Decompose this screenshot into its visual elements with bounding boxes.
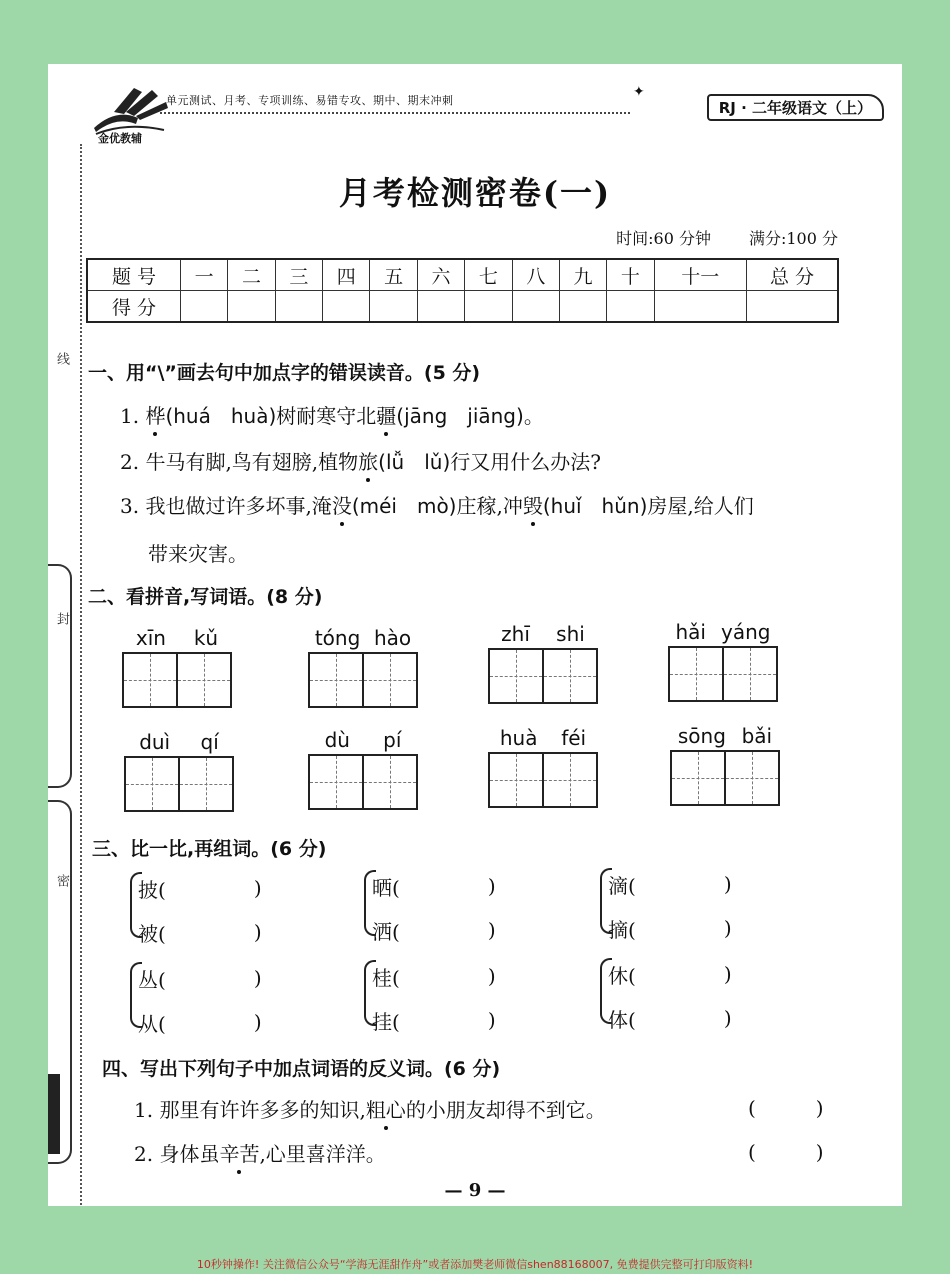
- binding-label-secret: 密: [54, 874, 69, 887]
- score-input-cell[interactable]: [747, 291, 839, 323]
- pinyin: duì: [139, 730, 171, 754]
- compare-pair-4: [138, 956, 262, 1044]
- word-grid-5: [124, 730, 234, 812]
- word-grid-8: [670, 724, 780, 806]
- header-tagline: 单元测试、月考、专项训练、易错专攻、期中、期末冲刺: [166, 94, 454, 107]
- pinyin-choice[interactable]: (huǐ hǔn): [542, 494, 648, 518]
- score-input-cell[interactable]: [275, 291, 322, 323]
- s1-question-3: [120, 490, 754, 519]
- score-input-cell[interactable]: [181, 291, 228, 323]
- writing-cell[interactable]: [542, 754, 596, 806]
- s4-question-2: [134, 1138, 386, 1167]
- writing-cell[interactable]: [672, 752, 724, 804]
- section-4-title: 四、写出下列句子中加点词语的反义词。(6 分): [102, 1058, 501, 1080]
- compare-char: 挂(: [372, 1009, 400, 1034]
- table-cell: 三: [275, 259, 322, 291]
- close-paren: ): [487, 964, 496, 988]
- writing-cell[interactable]: [310, 756, 362, 808]
- page-number: — 9 —: [444, 1180, 506, 1201]
- writing-cell[interactable]: [126, 758, 178, 810]
- close-paren: ): [723, 916, 732, 940]
- table-cell: 题 号: [87, 259, 181, 291]
- compare-char: 从(: [138, 1011, 166, 1036]
- pinyin-choice[interactable]: (lǚ lǔ): [378, 450, 451, 474]
- page-title: 月考检测密卷(一): [338, 174, 612, 212]
- pinyin: shi: [556, 622, 585, 646]
- full-score: 满分:100 分: [748, 229, 838, 248]
- compare-pair-2: [372, 864, 496, 952]
- compare-char: 休(: [608, 963, 636, 988]
- close-paren: ): [253, 876, 262, 900]
- sentence-text: 的小朋友却得不到它。: [405, 1098, 606, 1122]
- close-paren: ): [253, 1010, 262, 1034]
- writing-cell[interactable]: [362, 654, 416, 706]
- writing-cell[interactable]: [724, 752, 778, 804]
- compare-char: 滴(: [608, 873, 636, 898]
- question-number: 2.: [120, 450, 140, 474]
- table-cell: 九: [559, 259, 606, 291]
- pinyin-choice[interactable]: (méi mò): [351, 494, 457, 518]
- sentence-text: 那里有许许多多的知识,: [159, 1098, 366, 1122]
- table-cell: 十: [607, 259, 654, 291]
- sentence-text: 房屋,给人们: [647, 494, 754, 518]
- s4-answer-1[interactable]: ( ): [748, 1096, 824, 1120]
- close-paren: ): [723, 872, 732, 896]
- pinyin: qí: [200, 730, 219, 754]
- compare-pair-3: [608, 862, 732, 950]
- compare-pair-6: [608, 952, 732, 1040]
- score-table: [86, 258, 839, 323]
- pinyin: hǎi: [675, 620, 706, 644]
- score-input-cell[interactable]: [370, 291, 417, 323]
- sparkle-icon: ✦: [633, 84, 645, 100]
- question-number: 1.: [120, 404, 140, 428]
- sentence-text: 我也做过许多坏事,淹: [145, 494, 332, 518]
- footer-notice: 10秒钟操作! 关注微信公众号“学海无涯甜作舟”或者添加樊老师微信shen88168007, 免费提供完整可打印版资料!: [196, 1258, 754, 1271]
- word-grid-3: [488, 622, 598, 704]
- sentence-text: 。: [523, 404, 544, 428]
- writing-cell[interactable]: [722, 648, 776, 700]
- time-limit: 时间:60 分钟: [616, 229, 711, 248]
- header-divider: [160, 112, 630, 114]
- pinyin: bǎi: [741, 724, 773, 748]
- pinyin: hào: [373, 626, 412, 650]
- question-number: 1.: [134, 1098, 154, 1122]
- close-paren: ): [723, 962, 732, 986]
- pinyin: xīn: [135, 626, 166, 650]
- score-input-cell[interactable]: [465, 291, 512, 323]
- binding-label-line: 线: [54, 352, 69, 365]
- pinyin: dù: [324, 728, 350, 752]
- section-3-title: 三、比一比,再组词。(6 分): [92, 838, 327, 860]
- sentence-text: 牛马有脚,鸟有翅膀,植物: [145, 450, 359, 474]
- exam-info: [578, 226, 838, 249]
- dotted-word: 辛苦: [219, 1138, 259, 1167]
- word-grid-4: [668, 620, 778, 702]
- table-cell: 二: [228, 259, 275, 291]
- pinyin: huà: [499, 726, 538, 750]
- pinyin: féi: [561, 726, 587, 750]
- s1-question-3-continued: 带来灾害。: [148, 542, 248, 566]
- table-cell: 总 分: [747, 259, 839, 291]
- s1-question-1: [120, 400, 544, 429]
- side-brand-stamp: [48, 1074, 60, 1154]
- pinyin: pí: [383, 728, 402, 752]
- score-input-cell[interactable]: [607, 291, 654, 323]
- section-2-title: 二、看拼音,写词语。(8 分): [88, 586, 323, 608]
- grade-badge: RJ · 二年级语文（上）: [707, 94, 884, 121]
- word-grid-6: [308, 728, 418, 810]
- dotted-char: 旅: [358, 446, 378, 475]
- word-grid-1: [122, 626, 232, 708]
- worksheet-page: [48, 64, 902, 1206]
- pinyin: sōng: [677, 724, 726, 748]
- score-input-cell[interactable]: [323, 291, 370, 323]
- dotted-word: 粗心: [366, 1094, 406, 1123]
- pinyin-choice[interactable]: (jāng jiāng): [396, 404, 524, 428]
- dotted-char: 毁: [523, 490, 543, 519]
- score-table-score-row: [87, 291, 838, 323]
- dotted-char: 桦: [145, 400, 165, 429]
- table-cell: 六: [417, 259, 464, 291]
- close-paren: ): [487, 874, 496, 898]
- table-cell: 得 分: [87, 291, 181, 323]
- close-paren: ): [723, 1006, 732, 1030]
- compare-pair-1: [138, 866, 262, 954]
- writing-cell[interactable]: [670, 648, 722, 700]
- writing-cell[interactable]: [362, 756, 416, 808]
- question-number: 3.: [120, 494, 140, 518]
- table-cell: 四: [323, 259, 370, 291]
- dotted-char: 疆: [376, 400, 396, 429]
- compare-pair-5: [372, 954, 496, 1042]
- table-cell: 七: [465, 259, 512, 291]
- sentence-text: ,心里喜洋洋。: [259, 1142, 386, 1166]
- logo-text: 金优教辅: [98, 132, 142, 145]
- sentence-text: 身体虽: [159, 1142, 220, 1166]
- sentence-text: 行又用什么办法?: [450, 450, 601, 474]
- compare-char: 被(: [138, 921, 166, 946]
- pinyin: yáng: [721, 620, 771, 644]
- compare-char: 丛(: [138, 967, 166, 992]
- score-input-cell[interactable]: [417, 291, 464, 323]
- score-input-cell[interactable]: [228, 291, 275, 323]
- writing-cell[interactable]: [124, 654, 176, 706]
- score-input-cell[interactable]: [654, 291, 746, 323]
- writing-cell[interactable]: [176, 654, 230, 706]
- compare-char: 披(: [138, 877, 166, 902]
- score-input-cell[interactable]: [512, 291, 559, 323]
- close-paren: ): [487, 1008, 496, 1032]
- binding-label-seal: 封: [54, 612, 69, 625]
- sentence-text: 庄稼,冲: [456, 494, 523, 518]
- close-paren: ): [253, 966, 262, 990]
- table-cell: 十一: [654, 259, 746, 291]
- table-cell: 八: [512, 259, 559, 291]
- sentence-text: 树耐寒守北: [276, 404, 377, 428]
- writing-cell[interactable]: [490, 754, 542, 806]
- binding-bracket-top: [48, 564, 72, 788]
- word-grid-2: [308, 626, 418, 708]
- s4-question-1: [134, 1094, 606, 1123]
- dotted-char: 没: [332, 490, 352, 519]
- section-1-title: 一、用“\”画去句中加点字的错误读音。(5 分): [88, 362, 481, 384]
- close-paren: ): [487, 918, 496, 942]
- compare-char: 摘(: [608, 917, 636, 942]
- score-table-header-row: [87, 259, 838, 291]
- writing-cell[interactable]: [310, 654, 362, 706]
- table-cell: 一: [181, 259, 228, 291]
- pinyin-choice[interactable]: (huá huà): [165, 404, 277, 428]
- question-number: 2.: [134, 1142, 154, 1166]
- close-paren: ): [253, 920, 262, 944]
- compare-char: 桂(: [372, 965, 400, 990]
- word-grid-7: [488, 726, 598, 808]
- pinyin: zhī: [501, 622, 530, 646]
- compare-char: 体(: [608, 1007, 636, 1032]
- s1-question-2: [120, 446, 601, 475]
- writing-cell[interactable]: [490, 650, 542, 702]
- writing-cell[interactable]: [542, 650, 596, 702]
- compare-char: 晒(: [372, 875, 400, 900]
- compare-char: 洒(: [372, 919, 400, 944]
- score-input-cell[interactable]: [559, 291, 606, 323]
- binding-dotted-line: [80, 144, 83, 1206]
- s4-answer-2[interactable]: ( ): [748, 1140, 824, 1164]
- pinyin: tóng: [314, 626, 361, 650]
- table-cell: 五: [370, 259, 417, 291]
- writing-cell[interactable]: [178, 758, 232, 810]
- pinyin: kǔ: [193, 626, 219, 650]
